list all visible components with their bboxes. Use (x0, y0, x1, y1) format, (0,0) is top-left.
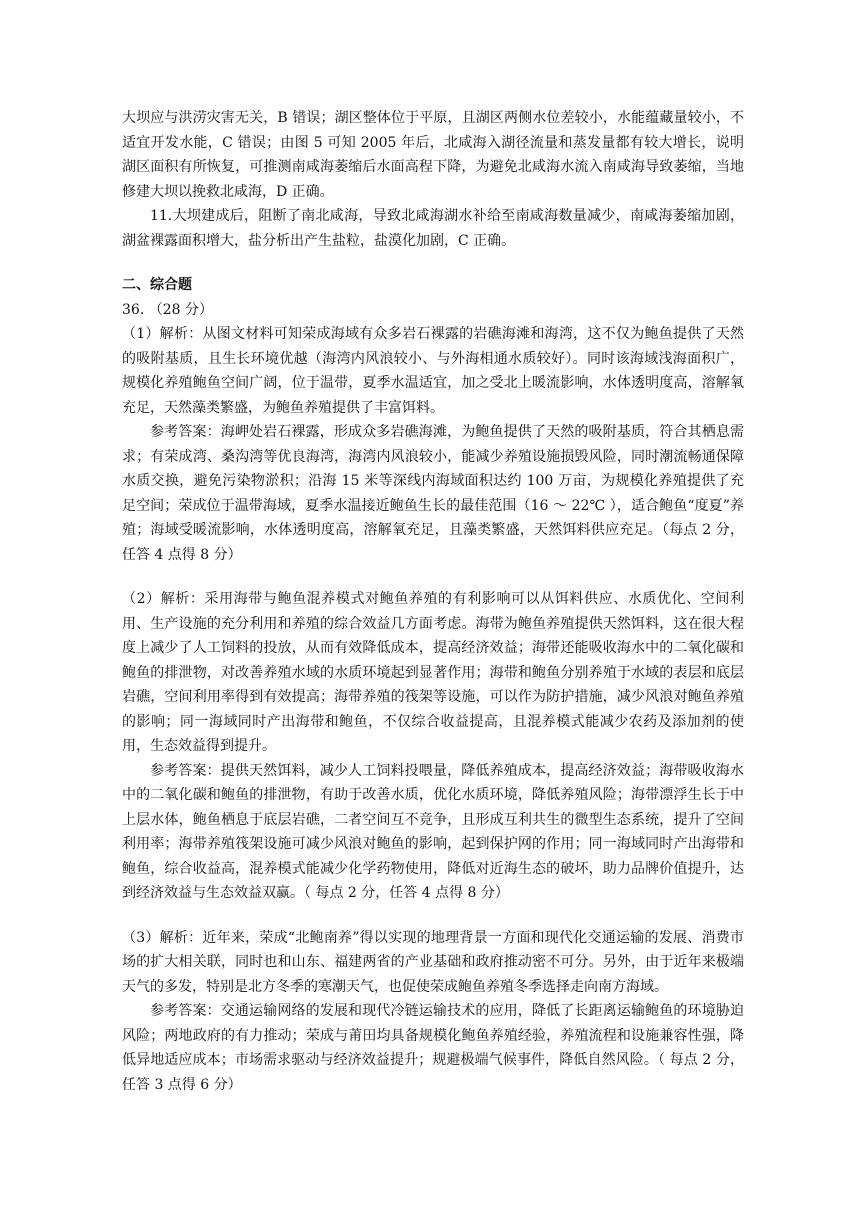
answer-10-continuation: 大坝应与洪涝灾害无关，B 错误；湖区整体位于平原，且湖区两侧水位差较小，水能蕴藏量较小，不适宜开发水能，C 错误；由图 5 可知 2005 年后，北咸海入湖径流量和蒸发量都有较大增长，说明湖区面积有所恢复，可推测南咸海萎缩后水面高程下降，为避免北咸海水流入南咸海导致萎缩，当地修建大坝以挽救北咸海，D 正确。 (122, 110, 744, 200)
answer-11: 11.大坝建成后，阻断了南北咸海，导致北咸海湖水补给至南咸海数量减少，南咸海萎缩加剧，湖盆裸露面积增大，盐分析出产生盐粒，盐漠化加剧，C 正确。 (122, 208, 744, 249)
section-title: 二、综合题 (122, 277, 192, 293)
q36-part1-analysis: （1）解析：从图文材料可知荣成海域有众多岩石裸露的岩礁海滩和海湾，这不仅为鲍鱼提供了天然的吸附基质，且生长环境优越（海湾内风浪较小、与外海相通水质较好）。同时该海域浅海面积广，规模化养殖鲍鱼空间广阔，位于温带，夏季水温适宜，加之受北上暖流影响，水体透明度高，溶解氧充足，天然藻类繁盛，为鲍鱼养殖提供了丰富饵料。 (122, 326, 744, 416)
q36-part2-reference: 参考答案：提供天然饵料，减少人工饲料投喂量，降低养殖成本，提高经济效益；海带吸收海水中的二氧化碳和鲍鱼的排泄物，有助于改善水质，优化水质环境，降低养殖风险；海带漂浮生长于中上层水体，鲍鱼栖息于底层岩礁，二者空间互不竞争，且形成互利共生的微型生态系统，提升了空间利用率；海带养殖筏架设施可减少风浪对鲍鱼的影响，起到保护网的作用；同一海域同时产出海带和鲍鱼，综合收益高，混养模式能减少化学药物使用，降低对近海生态的破坏，助力品牌价值提升，达到经济效益与生态效益双赢。（ 每点 2 分，任答 4 点得 8 分） (122, 762, 744, 901)
q36-part1-reference: 参考答案：海岬处岩石裸露，形成众多岩礁海滩，为鲍鱼提供了天然的吸附基质，符合其栖息需求；有荣成湾、桑沟湾等优良海湾，海湾内风浪较小，能减少养殖设施损毁风险，同时潮流畅通保障水质交换，避免污染物淤积；沿海 15 米等深线内海域面积达约 100 万亩，为规模化养殖提供了充足空间；荣成位于温带海域，夏季水温接近鲍鱼生长的最佳范围（16 ～ 22℃ ），适合鲍鱼“度夏”养殖；海域受暖流影响，水体透明度高，溶解氧充足，且藻类繁盛，天然饵料供应充足。（每点 2 分，任答 4 点得 8 分） (122, 424, 744, 563)
q36-part3-analysis: （3）解析：近年来，荣成“北鲍南养”得以实现的地理背景一方面和现代化交通运输的发展、消费市场的扩大相关联，同时也和山东、福建两省的产业基础和政府推动密不可分。另外，由于近年来极端天气的多发，特别是北方冬季的寒潮天气，也促使荣成鲍鱼养殖冬季选择走向南方海域。 (122, 929, 744, 995)
q36-part2-analysis: （2）解析：采用海带与鲍鱼混养模式对鲍鱼养殖的有利影响可以从饵料供应、水质优化、空间利用、生产设施的充分利用和养殖的综合效益几方面考虑。海带为鲍鱼养殖提供天然饵料，这在很大程度上减少了人工饲料的投放，从而有效降低成本，提高经济效益；海带还能吸收海水中的二氧化碳和鲍鱼的排泄物，对改善养殖水域的水质环境起到显著作用；海带和鲍鱼分别养殖于水域的表层和底层岩礁，空间利用率得到有效提高；海带养殖的筏架等设施，可以作为防护措施，减少风浪对鲍鱼养殖的影响；同一海域同时产出海带和鲍鱼，不仅综合收益提高，且混养模式能减少农药及添加剂的使用，生态效益得到提升。 (122, 591, 744, 754)
question-36-number: 36. （28 分） (122, 301, 213, 318)
document-page (122, 106, 744, 1097)
q36-part3-reference: 参考答案：交通运输网络的发展和现代冷链运输技术的应用，降低了长距离运输鲍鱼的环境胁迫风险；两地政府的有力推动；荣成与莆田均具备规模化鲍鱼养殖经验，养殖流程和设施兼容性强，降低异地适应成本；市场需求驱动与经济效益提升；规避极端气候事件，降低自然风险。（ 每点 2 分，任答 3 点得 6 分） (122, 1003, 744, 1093)
